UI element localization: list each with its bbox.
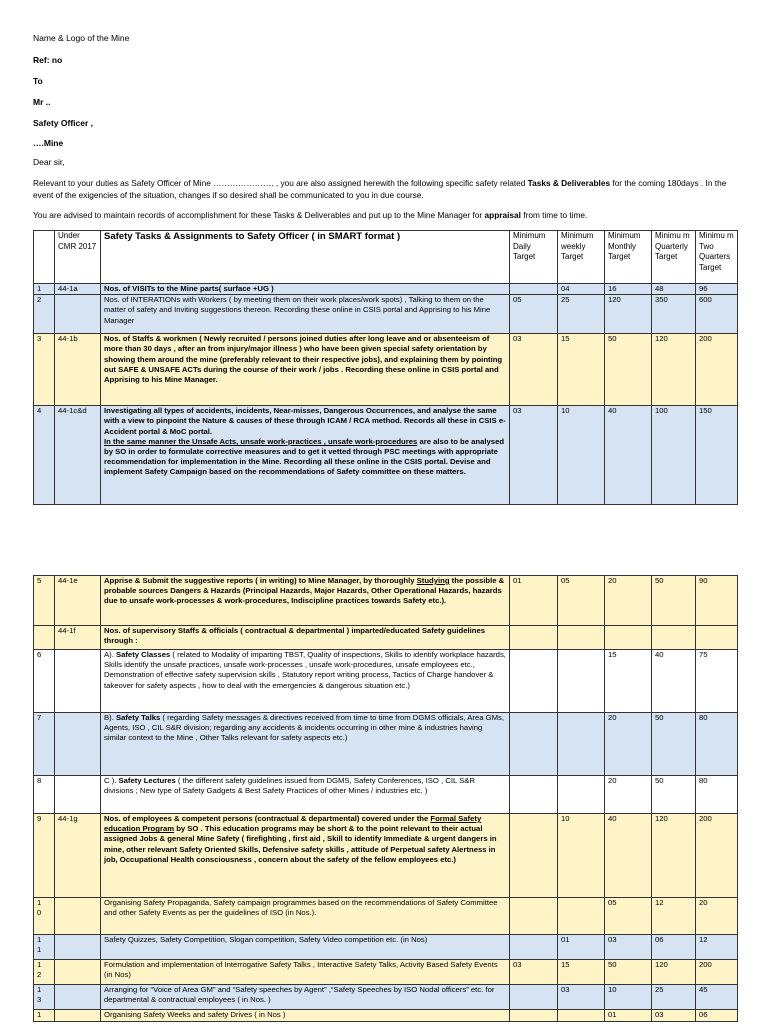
table-row: [34, 960, 738, 985]
row-task: Nos. of INTERATIONs with Workers ( by meeting them on their work places/work spots) , Talking to them on the matter of safety and Inviting suggestions thereon. Recording these online in CSIS portal and Apprising to his Mine Manager: [101, 295, 510, 334]
row-task: [101, 713, 510, 776]
row-monthly: 120: [605, 295, 652, 334]
row-cmr: [55, 935, 101, 960]
row-two-quarters: 200: [696, 814, 738, 898]
task-text-underlined: In the same manner: [104, 436, 179, 446]
advice-text-2: from time to time.: [520, 210, 588, 220]
row-cmr: [55, 960, 101, 985]
row-no-digit: 1: [37, 898, 42, 907]
row-daily: 05: [510, 295, 558, 334]
row-monthly: 01: [605, 1010, 652, 1022]
row-monthly: 20: [605, 713, 652, 776]
table-row: [34, 713, 738, 776]
tasks-table-1: [33, 230, 738, 505]
row-quarterly: 50: [652, 713, 696, 776]
table-row: [34, 985, 738, 1010]
task-text-underlined: Formal Safety education Program: [104, 814, 482, 834]
row-quarterly: 12: [652, 898, 696, 935]
row-cmr: [55, 1010, 101, 1022]
row-cmr: 44-1a: [55, 284, 101, 295]
row-no: [34, 985, 55, 1010]
row-no: 7: [34, 713, 55, 776]
row-no-digit: 1: [37, 960, 42, 969]
table-row: [34, 776, 738, 814]
row-weekly: 10: [558, 814, 605, 898]
row-no-digit: 1: [37, 945, 42, 955]
intro-text-bold: Tasks & Deliverables: [527, 178, 611, 188]
task-text: Investigating all types of accidents, incidents, Near-misses, Dangerous Occurrences, and analyse the same with a view to pinpoint the Nature & causes of these through ICAM / RCA method. Records all these in CSIS e-Accident portal & MoC portal.: [104, 406, 506, 436]
row-monthly: 15: [605, 650, 652, 713]
task-text-underlined: the Unsafe Acts, unsafe work-practices , unsafe work-procedures: [178, 436, 418, 446]
row-monthly: 50: [605, 334, 652, 406]
row-monthly: 40: [605, 406, 652, 505]
row-daily: 03: [510, 406, 558, 505]
row-daily: [510, 626, 558, 650]
header-serial: [34, 231, 55, 284]
row-no: 9: [34, 814, 55, 898]
to-label: To: [33, 76, 43, 86]
header-tasks: Safety Tasks & Assignments to Safety Officer ( in SMART format ): [101, 231, 510, 284]
table-row: [34, 650, 738, 713]
row-cmr: 44-1e: [55, 576, 101, 626]
intro-text-2: for the coming 180days . In the event of the exigencies of the situation, changes if so desired shall be communicated to you in due course.: [33, 178, 727, 200]
row-no: [34, 898, 55, 935]
row-no: 2: [34, 295, 55, 334]
table-row: [34, 295, 738, 334]
row-two-quarters: [696, 626, 738, 650]
row-no-digit: 1: [37, 985, 42, 994]
row-quarterly: 25: [652, 985, 696, 1010]
row-no: [34, 935, 55, 960]
row-weekly: 15: [558, 334, 605, 406]
table-row: [34, 1010, 738, 1022]
row-weekly: [558, 898, 605, 935]
row-daily: [510, 985, 558, 1010]
row-quarterly: 03: [652, 1010, 696, 1022]
row-monthly: 03: [605, 935, 652, 960]
row-weekly: 01: [558, 935, 605, 960]
row-weekly: [558, 1010, 605, 1022]
row-two-quarters: 06: [696, 1010, 738, 1022]
row-task: [101, 576, 510, 626]
table-row: [34, 576, 738, 626]
row-task: Organising Safety Weeks and safety Drives ( in Nos ): [101, 1010, 510, 1022]
row-cmr: 44-1b: [55, 334, 101, 406]
row-weekly: 10: [558, 406, 605, 505]
salutation: Dear sir,: [33, 157, 65, 167]
row-cmr: [55, 776, 101, 814]
row-no: 1: [34, 1010, 55, 1022]
row-daily: [510, 935, 558, 960]
row-two-quarters: 80: [696, 776, 738, 814]
row-monthly: 16: [605, 284, 652, 295]
row-no: 6: [34, 650, 55, 713]
row-two-quarters: 150: [696, 406, 738, 505]
table-row: [34, 406, 738, 505]
row-weekly: [558, 626, 605, 650]
row-weekly: 25: [558, 295, 605, 334]
table-row: [34, 935, 738, 960]
table-row: [34, 284, 738, 295]
task-text: the possible & probable sources Dangers & Hazards (Principal Hazards, Major Hazards, Other Operational Hazards, hazards due to unsafe work-processes & work-procedures, Indiscipline practices towards Safety etc.).: [104, 576, 505, 606]
table-row: [34, 626, 738, 650]
row-quarterly: [652, 626, 696, 650]
row-task: Nos. of supervisory Staffs & officials ( contractual & departmental ) imparted/educated Safety guidelines through :: [101, 626, 510, 650]
row-weekly: [558, 713, 605, 776]
row-monthly: 40: [605, 814, 652, 898]
task-text: ( the different safety guidelines issued from DGMS, Safety Conferences, ISO , CIL S&R divisions ; New type of Safety Gadgets & Best Safety Practices of other Mines / industries etc. ): [104, 776, 475, 796]
row-no: 4: [34, 406, 55, 505]
row-two-quarters: 75: [696, 650, 738, 713]
row-monthly: 10: [605, 985, 652, 1010]
row-cmr: 44-1c&d: [55, 406, 101, 505]
row-quarterly: 120: [652, 814, 696, 898]
row-cmr: 44-1g: [55, 814, 101, 898]
row-task: [101, 814, 510, 898]
row-weekly: [558, 776, 605, 814]
row-weekly: 15: [558, 960, 605, 985]
row-weekly: 05: [558, 576, 605, 626]
row-quarterly: 350: [652, 295, 696, 334]
row-no: 5: [34, 576, 55, 626]
row-daily: 03: [510, 960, 558, 985]
row-task: [101, 650, 510, 713]
row-daily: 01: [510, 576, 558, 626]
header-under-cmr: Under CMR 2017: [55, 231, 101, 284]
header-weekly: Minimum weekly Target: [558, 231, 605, 284]
row-cmr: [55, 295, 101, 334]
row-monthly: 05: [605, 898, 652, 935]
recipient-designation: Safety Officer ,: [33, 118, 93, 128]
row-cmr: [55, 650, 101, 713]
row-no-digit: 2: [37, 970, 42, 980]
task-text-bold: Safety Lectures: [118, 776, 176, 785]
row-task: Nos. of VISITs to the Mine parts( surface +UG ): [101, 284, 510, 295]
advice-text-1: You are advised to maintain records of accomplishment for these Tasks & Deliverables and put up to the Mine Manager for: [33, 210, 485, 220]
row-daily: [510, 650, 558, 713]
task-text: by SO . This education programs may be short & to the point relevant to their actual assigned Jobs & general Mine Safety ( firefighting , first aid , Skill to identify Immediate & urgent dangers in mine, other relevant Safety Oriented Skills, Defensive safety skills , attitude of Perpetual safety Alertness in job, Occupational Health consciousness , concern about the safety of the fellow employees etc.): [104, 824, 497, 864]
row-daily: 03: [510, 334, 558, 406]
task-text: Nos. of employees & competent persons (contractual & departmental) covered under the: [104, 814, 431, 823]
row-two-quarters: 80: [696, 713, 738, 776]
task-text: ( regarding Safety messages & directives received from time to time from DGMS officials, Area GMs, Agents, ISO , CIL S&R division; regarding any accidents & incidents occurring in other mine & industries having similar context to the Mine , Other Talks relevant for safety aspects etc.): [104, 713, 505, 743]
row-cmr: [55, 985, 101, 1010]
task-text: C ).: [104, 776, 119, 785]
table-row: [34, 814, 738, 898]
row-two-quarters: 12: [696, 935, 738, 960]
row-monthly: 20: [605, 576, 652, 626]
intro-text-1: Relevant to your duties as Safety Officer of Mine …………………. , you are also assigned herewith the following specific safety related: [33, 178, 528, 188]
row-quarterly: 50: [652, 776, 696, 814]
row-quarterly: 40: [652, 650, 696, 713]
row-no: 1: [34, 284, 55, 295]
row-quarterly: 120: [652, 960, 696, 985]
row-task: Nos. of Staffs & workmen ( Newly recruited / persons joined duties after long leave and or absenteeism of more than 30 days , after an from injury/major illness ) who have been given special safety orientation by showing them around the mine (preferably relevant to their respective jobs), and explaining them by pointing out SAFE & UNSAFE ACTs during the course of their work / jobs . Recording these online in CSIS portal and Apprising to his Mine Manager.: [101, 334, 510, 406]
row-weekly: 03: [558, 985, 605, 1010]
row-two-quarters: 20: [696, 898, 738, 935]
row-no-digit: 1: [37, 935, 42, 944]
row-task: Arranging for “Voice of Area GM” and “Safety speeches by Agent” ,“Safety Speeches by ISO Nodal officers” etc. for departmental & contractual employees ( in Nos. ): [101, 985, 510, 1010]
row-quarterly: 48: [652, 284, 696, 295]
row-cmr: [55, 713, 101, 776]
task-text-underlined: Studying: [416, 576, 450, 585]
row-daily: [510, 776, 558, 814]
row-daily: [510, 814, 558, 898]
tasks-table-2: [33, 575, 738, 1022]
row-no: [34, 960, 55, 985]
task-text: A).: [104, 650, 116, 659]
header-daily: Minimum Daily Target: [510, 231, 558, 284]
row-two-quarters: 45: [696, 985, 738, 1010]
task-text-bold: Safety Classes: [115, 650, 171, 659]
row-no-digit: 0: [37, 908, 42, 918]
row-daily: [510, 284, 558, 295]
table-row: [34, 334, 738, 406]
row-task: Formulation and implementation of Interrogative Safety Talks , Interactive Safety Talks, Activity Based Safety Events (in Nos): [101, 960, 510, 985]
row-two-quarters: 200: [696, 960, 738, 985]
row-no: [34, 626, 55, 650]
recipient-mine: ….Mine: [33, 138, 64, 148]
row-quarterly: 120: [652, 334, 696, 406]
row-two-quarters: 600: [696, 295, 738, 334]
row-monthly: [605, 626, 652, 650]
row-no: 3: [34, 334, 55, 406]
row-task: [101, 406, 510, 505]
task-text: are also to be analysed by SO in order to formulate corrective measures and to get it vetted through PSC meetings with appropriate recommendation for implementation in the Mine. Recording all these online in the CSIS portal. Devise and implement Safety Campaign based on the recommendations of Safety committee on these matters.: [104, 436, 505, 477]
row-monthly: 20: [605, 776, 652, 814]
row-quarterly: 100: [652, 406, 696, 505]
row-monthly: 50: [605, 960, 652, 985]
row-quarterly: 50: [652, 576, 696, 626]
header-monthly: Minimum Monthly Target: [605, 231, 652, 284]
row-daily: [510, 713, 558, 776]
advice-text-bold: appraisal: [484, 210, 521, 220]
row-cmr: [55, 898, 101, 935]
task-text-bold: Safety Talks: [115, 713, 161, 722]
intro-paragraph: [33, 178, 733, 201]
recipient-name: Mr ..: [33, 97, 51, 107]
task-text: ( related to Modality of imparting TBST, Quality of inspections, Skills to identify workplace hazards, Skills identify the unsafe practices, unsafe work-processes , unsafe work-procedures, unsafe employees etc., Demonstration of effective safety supervision skills , Statutory report writing process, Tactics of Charge handover & takeover for safety aspects , how to deal with the emergencies & dangerous situation etc.): [104, 650, 506, 690]
mine-name-logo: Name & Logo of the Mine: [33, 33, 130, 43]
ref-number: Ref: no: [33, 55, 63, 65]
row-daily: [510, 1010, 558, 1022]
task-text: Apprise & Submit the suggestive reports ( in writing) to Mine Manager, by thoroughly: [104, 576, 417, 585]
header-quarterly: Minimu m Quarterly Target: [652, 231, 696, 284]
row-two-quarters: 90: [696, 576, 738, 626]
task-text: B).: [104, 713, 116, 722]
row-no: 8: [34, 776, 55, 814]
row-task: Organising Safety Propaganda, Safety campaign programmes based on the recommendations of Safety Committee and other Safety Events as per the guidelines of ISO (in Nos.).: [101, 898, 510, 935]
row-daily: [510, 898, 558, 935]
row-cmr: 44-1f: [55, 626, 101, 650]
table-header-row: [34, 231, 738, 284]
row-task: Safety Quizzes, Safety Competition, Slogan competition, Safety Video competition etc. (in Nos): [101, 935, 510, 960]
row-no-digit: 3: [37, 995, 42, 1005]
row-weekly: 04: [558, 284, 605, 295]
advice-paragraph: [33, 210, 733, 222]
header-two-quarters: Minimu m Two Quarters Target: [696, 231, 738, 284]
row-quarterly: 06: [652, 935, 696, 960]
row-weekly: [558, 650, 605, 713]
row-two-quarters: 200: [696, 334, 738, 406]
row-task: [101, 776, 510, 814]
table-row: [34, 898, 738, 935]
row-two-quarters: 96: [696, 284, 738, 295]
